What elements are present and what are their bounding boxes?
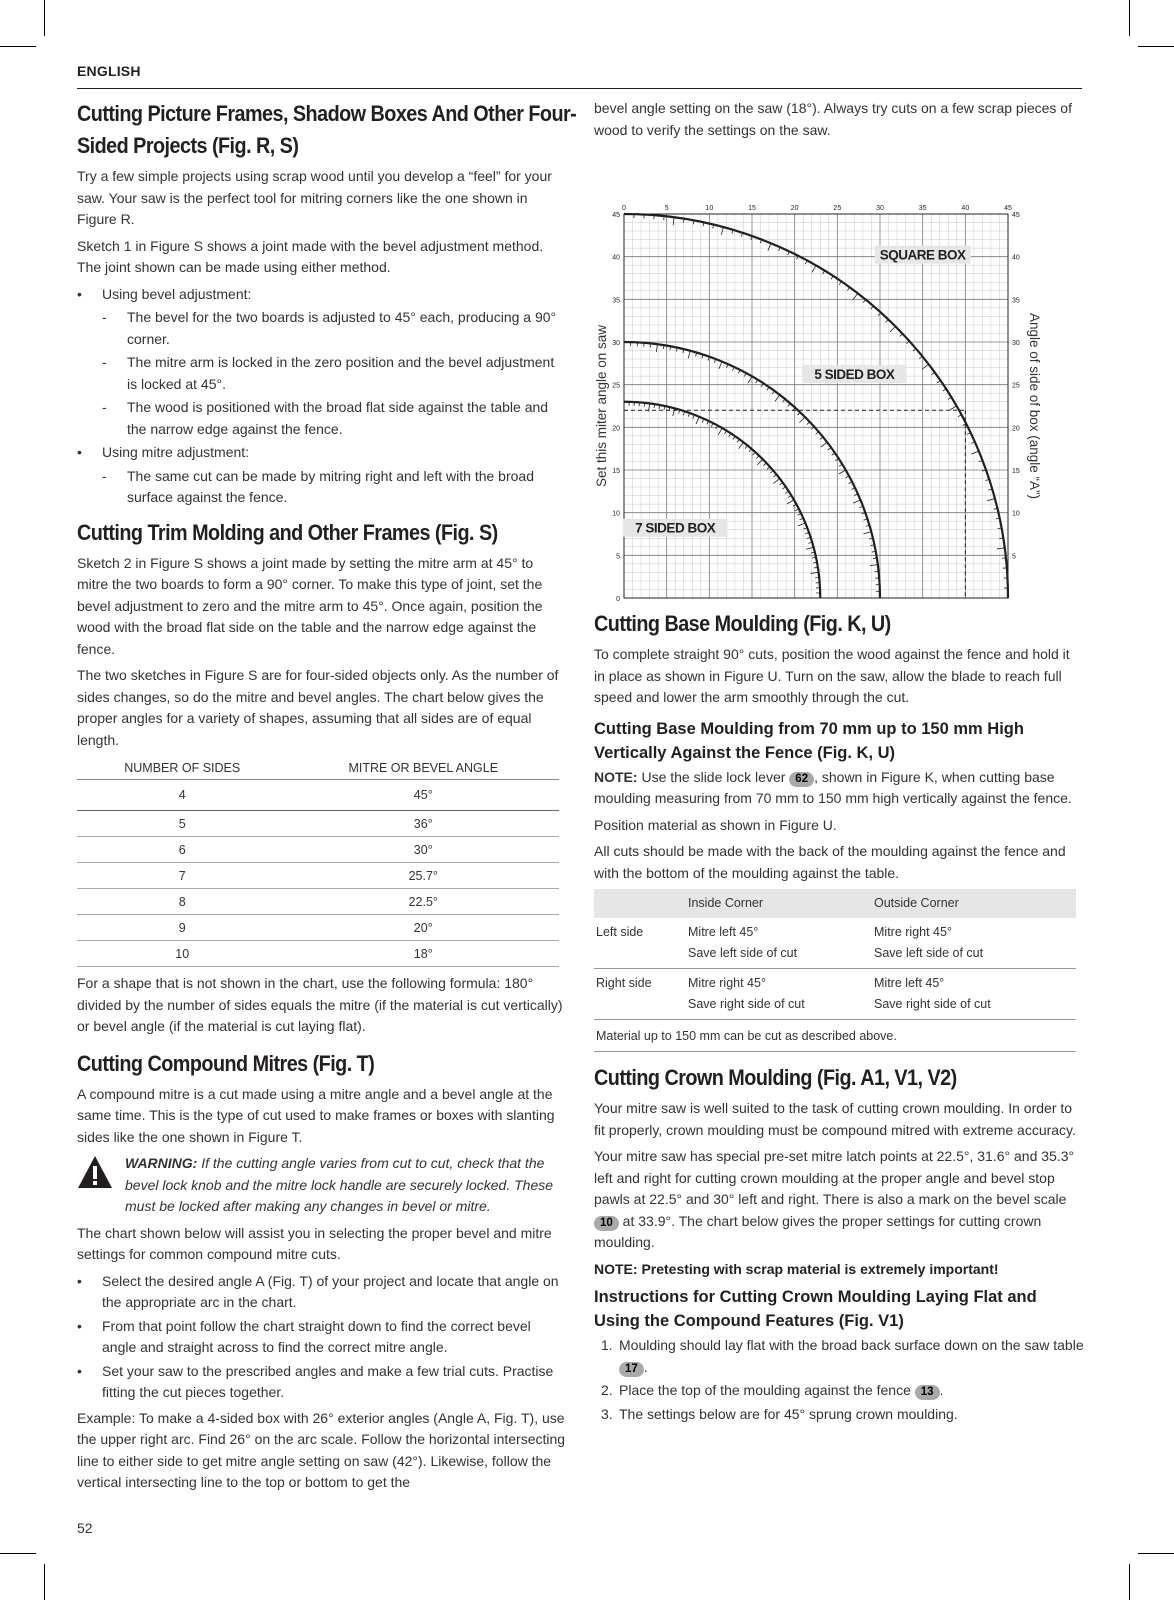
table-cell (872, 918, 1076, 969)
subsection-title: Cutting Base Moulding from 70 mm up to 150 mm High Vertically Against the Fence (Fig. K, U) (594, 719, 1024, 762)
angle-cell: 25.7° (288, 863, 559, 889)
callout-badge: 62 (789, 772, 814, 787)
arc-tick (863, 300, 866, 303)
table-cell (686, 969, 872, 1020)
note-text: , shown in Figure K, when cutting base moulding measuring from 70 mm to 150 mm high vertically against the fence. (594, 768, 1072, 806)
sides-cell: 9 (77, 915, 288, 941)
y-tick-label: 45 (612, 212, 620, 219)
table-row (77, 780, 559, 811)
crop-mark (1129, 0, 1130, 36)
sides-cell: 7 (77, 863, 288, 889)
arc-tick (799, 417, 805, 423)
header-rule (77, 88, 1082, 89)
y-tick-label-right: 5 (1012, 553, 1016, 561)
arc-tick (919, 356, 922, 359)
list-item: • Set your saw to the prescribed angles and make a few trial cuts. Practise fitting the cut pieces together. (77, 1361, 567, 1404)
table-row (77, 889, 559, 915)
arc-tick (718, 428, 722, 435)
y-tick-label-right: 15 (1012, 468, 1020, 475)
arc-tick (922, 364, 928, 369)
paragraph: The chart shown below will assist you in selecting the proper bevel and mitre settings for common compound mitre cuts. (77, 1224, 552, 1262)
language-header: ENGLISH (77, 63, 141, 79)
arc-tick (773, 474, 776, 477)
paragraph-text: at 33.9°. The chart below gives the proper settings for cutting crown moulding. (594, 1212, 1042, 1250)
section-title-base-moulding: Cutting Base Moulding (Fig. K, U) (594, 611, 891, 636)
warning-text: If the cutting angle varies from cut to cut, check that the bevel lock knob and the mitre lock handle are securely locked. These must be locked after making any changes in bevel or mitre. (125, 1155, 554, 1214)
cell-line: Mitre right 45° (874, 925, 952, 939)
arc-tick (788, 403, 791, 406)
arc-tick (937, 381, 940, 383)
sides-cell: 10 (77, 941, 288, 967)
list-number: 1. (601, 1337, 613, 1353)
plot-frame (624, 214, 1008, 598)
column-header-inside: Inside Corner (686, 889, 872, 918)
arc-tick (768, 243, 771, 250)
table-cell (686, 918, 872, 969)
row-header-right: Right side (594, 969, 686, 1020)
y-tick-label-right: 45 (1012, 212, 1020, 219)
sides-cell: 6 (77, 837, 288, 863)
arc-tick (770, 471, 773, 474)
crop-mark (44, 0, 45, 36)
arc-tick (971, 451, 978, 454)
list-item: - The mitre arm is locked in the zero position and the bevel adjustment is locked at 45°. (102, 352, 567, 395)
crop-mark (1138, 1553, 1174, 1554)
paragraph: To complete straight 90° cuts, position the wood against the fence and hold it in place as shown in Figure U. Turn on the saw, allow the blade to reach full speed and lower the arm smoothly through the cut. (594, 646, 1070, 705)
crop-mark (1138, 46, 1174, 47)
table-row (594, 918, 1076, 969)
paragraph (594, 1146, 1084, 1254)
arc-tick (798, 523, 805, 526)
y-tick-label-right: 35 (1012, 297, 1020, 305)
x-tick-label-top: 10 (705, 205, 714, 212)
x-tick-label-top: 40 (961, 205, 970, 212)
arc-tick (673, 217, 674, 225)
cell-line: Mitre left 45° (874, 976, 945, 990)
arc-tick (696, 417, 699, 424)
list-item-text: . (643, 1358, 648, 1375)
x-tick-label-top: 35 (918, 205, 927, 212)
section-title-crown-moulding: Cutting Crown Moulding (Fig. A1, V1, V2) (594, 1065, 957, 1090)
arc-tick (773, 479, 779, 484)
arc-tick (950, 406, 957, 410)
chart-arc (624, 402, 820, 598)
cell-line: Save right side of cut (688, 997, 805, 1011)
y-tick-label-right: 25 (1012, 382, 1020, 390)
table-header-row (594, 889, 1076, 918)
list-number: 3. (601, 1405, 613, 1422)
paragraph: Your mitre saw is well suited to the task of cutting crown moulding. In order to fit properly, crown moulding must be compound mitred with extreme accuracy. (594, 1100, 1076, 1138)
list-item: - The wood is positioned with the broad flat side against the table and the narrow edge against the fence. (102, 397, 567, 440)
x-tick-label-top: 20 (790, 205, 799, 212)
y-tick-label-right: 40 (1012, 254, 1020, 262)
y-tick-label: 40 (612, 254, 620, 262)
callout-badge: 17 (619, 1362, 644, 1377)
note-paragraph (594, 767, 1084, 810)
arc-tick (913, 349, 916, 352)
sides-cell: 5 (77, 811, 288, 837)
cell-line: Mitre left 45° (688, 925, 759, 939)
arc-tick (870, 565, 878, 566)
row-header-left: Left side (594, 918, 686, 969)
list-item: • Select the desired angle A (Fig. T) of your project and locate that angle on the appropriate arc in the chart. (77, 1271, 567, 1314)
section-title-compound-mitres: Cutting Compound Mitres (Fig. T) (77, 1050, 375, 1076)
arc-tick (886, 319, 889, 322)
paragraph: Sketch 2 in Figure S shows a joint made by setting the mitre arm at 45° to mitre the two boards to form a 90° corner. To make this type of joint, set the bevel adjustment to zero and the mitre arm to 45°. Once again, position the wood with the broad flat side on the table and the narrow edge against the fence. (77, 554, 543, 657)
sides-cell: 4 (77, 780, 288, 811)
table-row (77, 941, 559, 967)
cell-line: Save right side of cut (874, 997, 991, 1011)
angle-cell: 45° (288, 780, 559, 811)
table-header-row (77, 757, 559, 780)
arc-tick (847, 287, 849, 290)
arc-tick (853, 293, 858, 299)
table-row (77, 837, 559, 863)
bullet-list (77, 284, 567, 509)
paragraph: Position material as shown in Figure U. (594, 816, 837, 833)
chart-arc (624, 214, 1008, 598)
crop-mark (0, 1553, 36, 1554)
y2-axis-label: Angle of side of box (angle “A”) (1027, 312, 1042, 500)
arc-tick (656, 344, 657, 352)
arc-tick (772, 391, 774, 394)
crop-mark (0, 46, 36, 47)
paragraph: bevel angle setting on the saw (18°). Always try cuts on a few scrap pieces of wood to verify the settings on the saw. (594, 100, 1072, 138)
arc-tick (673, 408, 675, 416)
list-item-text: Moulding should lay flat with the broad back surface down on the saw table (619, 1337, 1084, 1353)
callout-badge: 13 (915, 1385, 940, 1400)
paragraph: Example: To make a 4-sided box with 26° exterior angles (Angle A, Fig. T), use the upper right arc. Find 26° on the arc scale. Follow the horizontal intersecting line to either side to get mitre angle setting on saw (42°). Likewise, follow the vertical intersecting line to the top or bottom to get the (77, 1409, 566, 1490)
column-header-angle: MITRE OR BEVEL ANGLE (288, 757, 559, 780)
arc-tick (739, 442, 744, 448)
arc-tick (763, 463, 766, 466)
y-tick-label: 5 (616, 553, 620, 561)
angle-cell: 20° (288, 915, 559, 941)
table-row (77, 811, 559, 837)
arc-tick (812, 265, 816, 272)
x-tick-label-top: 5 (664, 205, 669, 212)
arc-tick (864, 532, 872, 534)
dash-list (102, 466, 567, 509)
y-tick-label: 10 (612, 510, 620, 518)
y-tick-label-right: 10 (1012, 510, 1020, 518)
table-cell (594, 889, 686, 918)
note-paragraph: NOTE: Pretesting with scrap material is extremely important! (594, 1260, 999, 1277)
cell-line: Save left side of cut (874, 946, 984, 960)
series-label: SQUARE BOX (879, 247, 966, 263)
y-tick-label: 20 (612, 425, 620, 433)
angle-table (77, 757, 559, 967)
paragraph-text: Your mitre saw has special pre-set mitre latch points at 22.5°, 31.6° and 35.3° left and right for cutting crown moulding at the proper angle and bevel stop pawls at 22.5° and 30° left and right. There is also a mark on the bevel scale (594, 1148, 1075, 1207)
paragraph: Try a few simple projects using scrap wood until you develop a “feel” for your saw. Your saw is the perfect tool for mitring corners like the one shown in Figure R. (77, 168, 552, 227)
numbered-list (594, 1335, 1084, 1425)
page-number: 52 (77, 1520, 93, 1536)
arc-tick (753, 452, 756, 455)
arc-tick (807, 422, 810, 425)
list-item: - The same cut can be made by mitring right and left with the broad surface against the fence. (102, 466, 567, 509)
arc-tick (737, 439, 739, 442)
x-tick-label-top: 15 (748, 205, 756, 212)
arc-tick (688, 351, 690, 359)
bullet-list (77, 1271, 567, 1404)
list-item (594, 1404, 1084, 1426)
arc-tick (900, 334, 903, 337)
arc-tick (780, 483, 783, 485)
arc-tick (839, 470, 846, 474)
paragraph: For a shape that is not shown in the chart, use the following formula: 180° divided by the number of sides equals the mitre (if the material is cut vertically) or bevel angle (if the material is cut laying flat). (77, 975, 563, 1034)
list-item-text: The settings below are for 45° sprung crown moulding. (619, 1405, 958, 1422)
paragraph: All cuts should be made with the back of the moulding against the fence and with the bottom of the moulding against the table. (594, 843, 1066, 881)
arc-tick (757, 459, 763, 465)
y-tick-label-right: 20 (1012, 425, 1020, 433)
series-label: 5 SIDED BOX (814, 367, 895, 383)
arc-tick (839, 282, 841, 285)
list-item (77, 442, 567, 509)
y-tick-label-right: 30 (1012, 340, 1020, 347)
arc-tick (890, 326, 896, 332)
cell-line: Save left side of cut (688, 946, 798, 960)
y-tick-label: 30 (612, 340, 620, 347)
arc-tick (748, 376, 752, 383)
table-row (77, 915, 559, 941)
arc-tick (767, 467, 770, 470)
dash-list (102, 307, 567, 440)
section-title-trim-molding: Cutting Trim Molding and Other Frames (Fig. S) (77, 519, 498, 545)
list-item (77, 284, 567, 441)
subsection-title: Instructions for Cutting Crown Moulding Laying Flat and Using the Compound Features (Fig. V1) (594, 1288, 1037, 1330)
crop-mark (1129, 1564, 1130, 1600)
arc-tick (767, 387, 769, 390)
list-item-text: Using bevel adjustment: (102, 285, 252, 302)
arc-tick (871, 306, 874, 309)
chart-svg (594, 146, 1084, 602)
arc-tick (787, 500, 794, 504)
list-item (594, 1380, 1084, 1402)
table-footer-row (594, 1020, 1076, 1052)
paragraph: The two sketches in Figure S are for four-sided objects only. As the number of sides changes, so do the mitre and bevel angles. The chart below gives the proper angles for a variety of shapes, assuming that all sides are of equal length. (77, 667, 559, 748)
angle-cell: 22.5° (288, 889, 559, 915)
warning-icon (77, 1155, 113, 1189)
x-tick-label-top: 0 (622, 205, 626, 212)
list-item: • From that point follow the chart straight down to find the correct bevel angle and straight across to find the correct mitre angle. (77, 1316, 567, 1359)
warning-label: WARNING: (125, 1155, 198, 1171)
list-item-text: Using mitre adjustment: (102, 444, 250, 460)
arc-tick (806, 547, 814, 549)
note-label: NOTE: (594, 768, 638, 785)
section-title-picture-frames: Cutting Picture Frames, Shadow Boxes And Other Four-Sided Projects (Fig. R, S) (77, 101, 577, 158)
list-item-text: . (939, 1382, 944, 1398)
x-tick-label-top: 25 (833, 205, 842, 212)
paragraph: Sketch 1 in Figure S shows a joint made with the bevel adjustment method. The joint shown can be made using either method. (77, 237, 544, 275)
arc-tick (797, 412, 800, 415)
arc-tick (828, 448, 831, 450)
table-row (77, 863, 559, 889)
sides-cell: 8 (77, 889, 288, 915)
y-axis-label: Set this miter angle on saw (594, 324, 609, 488)
column-header-outside: Outside Corner (872, 889, 1076, 918)
list-item (594, 1335, 1084, 1378)
y-tick-label: 0 (616, 596, 620, 602)
series-label: 7 SIDED BOX (635, 520, 716, 536)
x-tick-label-top: 30 (876, 205, 884, 212)
arc-tick (997, 548, 1005, 549)
list-item-text: Place the top of the moulding against the fence (619, 1382, 915, 1398)
arc-tick (832, 453, 835, 455)
callout-badge: 10 (594, 1216, 619, 1231)
corner-table (594, 889, 1076, 1052)
crop-mark (44, 1564, 45, 1600)
angle-cell: 36° (288, 811, 559, 837)
arc-tick (816, 432, 819, 435)
list-item: - The bevel for the two boards is adjusted to 45° each, producing a 90° corner. (102, 307, 567, 350)
y-tick-label: 25 (612, 382, 620, 390)
y-tick-label: 35 (612, 297, 620, 305)
column-header-sides: NUMBER OF SIDES (77, 757, 288, 780)
table-footer: Material up to 150 mm can be cut as described above. (594, 1020, 1076, 1052)
cell-line: Mitre right 45° (688, 976, 766, 990)
angle-table-body (77, 780, 559, 967)
left-column (77, 98, 577, 1499)
right-column (594, 98, 1084, 1427)
compound-mitre-chart (594, 146, 1084, 602)
paragraph: A compound mitre is a cut made using a mitre angle and a bevel angle at the same time. This is the type of cut used to make frames or boxes with slanting sides like the one shown in Figure T. (77, 1085, 555, 1145)
angle-cell: 18° (288, 941, 559, 967)
warning-box (77, 1153, 567, 1218)
arc-tick (756, 456, 759, 459)
angle-cell: 30° (288, 837, 559, 863)
note-text: Use the slide lock lever (637, 768, 790, 785)
list-number: 2. (601, 1382, 613, 1398)
arc-tick (931, 372, 934, 374)
table-cell (872, 969, 1076, 1020)
arc-tick (749, 449, 752, 452)
table-row (594, 969, 1076, 1020)
x-tick-label-top: 45 (1004, 205, 1012, 212)
arc-tick (745, 445, 748, 448)
y-tick-label: 15 (612, 468, 620, 475)
